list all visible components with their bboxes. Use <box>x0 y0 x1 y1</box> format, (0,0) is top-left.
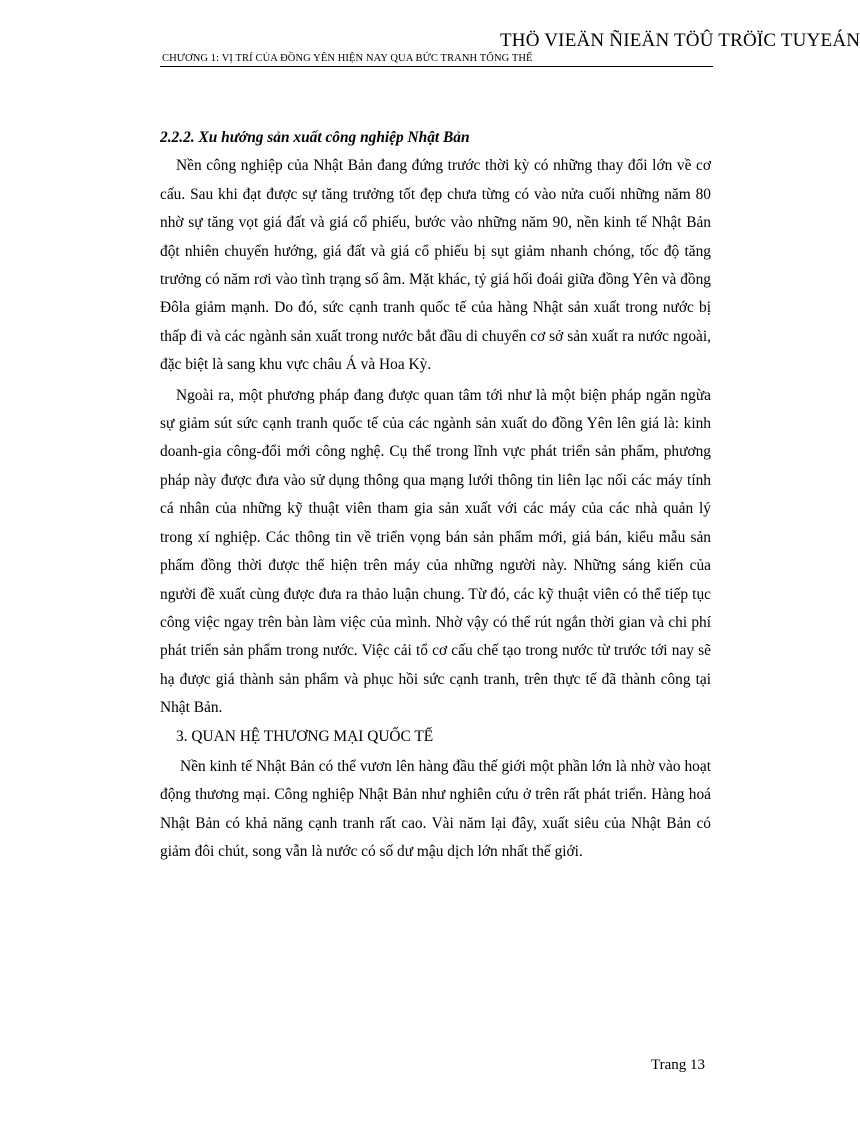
chapter-header: CHƯƠNG 1: VỊ TRÍ CỦA ĐỒNG YÊN HIỆN NAY QUA BỨC TRANH TỔNG THỂ <box>162 53 533 64</box>
subsection-heading: 2.2.2. Xu hướng sản xuất công nghiệp Nhật Bản <box>160 129 470 146</box>
paragraph-trade: Nền kinh tế Nhật Bản có thể vươn lên hàng đầu thế giới một phần lớn là nhờ vào hoạt động thương mại. Công nghiệp Nhật Bản như nghiên cứu ở trên rất phát triển. Hàng hoá Nhật Bản có khả năng cạnh tranh rất cao. Vài năm lại đây, xuất siêu của Nhật Bản có giảm đôi chút, song vẫn là nước có số dư mậu dịch lớn nhất thế giới. <box>160 757 711 861</box>
section-title-trade: 3. QUAN HỆ THƯƠNG MẠI QUỐC TẾ <box>176 727 434 745</box>
library-watermark-header: THÖ VIEÄN ÑIEÄN TÖÛ TRÖÏC TUYEÁN <box>500 30 860 51</box>
paragraph-production-method: Ngoài ra, một phương pháp đang được quan tâm tới như là một biện pháp ngăn ngừa sự giảm sút sức cạnh tranh quốc tế của các ngành sản xuất do đồng Yên lên giá là: kinh doanh-gia công-đổi mới công nghệ. Cụ thể trong lĩnh vực phát triển sản phẩm, phương pháp này được đưa vào sử dụng thông qua mạng lưới thông tin liên lạc nối các máy tính cá nhân của những kỹ thuật viên tham gia sản xuất với các máy của các nhà quản lý trong xí nghiệp. Các thông tin về triển vọng bán sản phẩm mới, giá bán, kiểu mẫu sản phẩm đồng thời được thể hiện trên máy của những người này. Những sáng kiến của người đề xuất cùng được đưa ra thảo luận chung. Từ đó, các kỹ thuật viên có thể tiếp tục công việc ngay trên bàn làm việc của mình. Nhờ vậy có thể rút ngắn thời gian và chi phí phát triển sản phẩm trong nước. Việc cải tổ cơ cấu chế tạo trong nước từ trước tới nay sẽ hạ được giá thành sản phẩm và phục hồi sức cạnh tranh, trên thực tế đã thành công tại Nhật Bản. <box>160 386 711 717</box>
page-number: Trang 13 <box>651 1057 706 1073</box>
page-body <box>160 124 711 867</box>
header-divider <box>160 66 713 67</box>
paragraph-industry-structure: Nền công nghiệp của Nhật Bản đang đứng trước thời kỳ có những thay đổi lớn về cơ cấu. Sau khi đạt được sự tăng trưởng tốt đẹp chưa từng có vào nửa cuối những năm 80 nhờ sự tăng vọt giá đất và giá cổ phiếu, bước vào những năm 90, nền kinh tế Nhật Bản đột nhiên chuyển hướng, giá đất và giá cổ phiếu bị sụt giảm nhanh chóng, tốc độ tăng trưởng có năm rơi vào tình trạng số âm. Mặt khác, tỷ giá hối đoái giữa đồng Yên và đồng Đôla giảm mạnh. Do đó, sức cạnh tranh quốc tế của hàng Nhật sản xuất trong nước bị thấp đi và các ngành sản xuất trong nước bắt đầu di chuyển cơ sở sản xuất ra nước ngoài, đặc biệt là sang khu vực châu Á và Hoa Kỳ. <box>160 157 711 374</box>
